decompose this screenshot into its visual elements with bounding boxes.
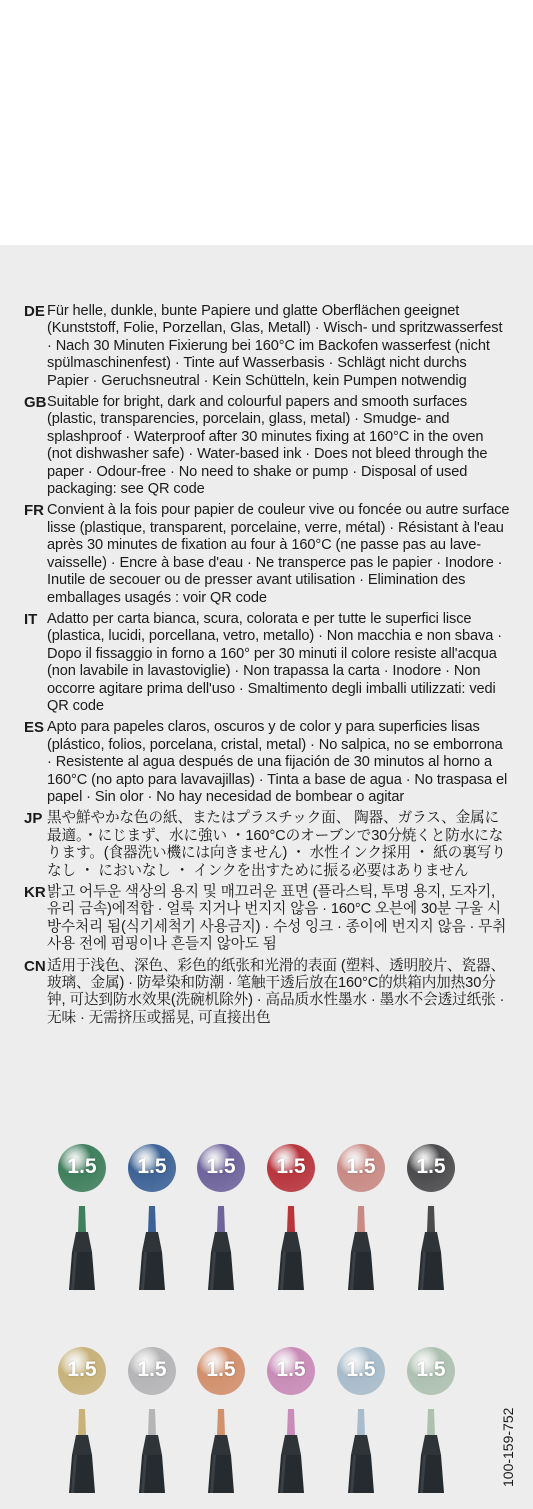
pen-tip: [427, 1409, 435, 1435]
language-code: JP: [24, 810, 43, 828]
pen-cone: [72, 1435, 92, 1455]
size-label: 1.5: [346, 1155, 376, 1178]
pen-cone: [142, 1435, 162, 1455]
pen-cone: [421, 1232, 441, 1252]
pen-ice-blue: [326, 1343, 396, 1493]
language-text: 适用于浅色、深色、彩色的纸张和光滑的表面 (塑料、透明胶片、瓷器、玻璃、金属) · 防晕染和防潮 · 笔触干透后放在160°C的烘箱内加热30分钟, 可达到防水效果(洗碗机除外) · 高品质水性墨水 · 墨水不会透过纸张 · 无味 · 无需挤压或摇晃, 可直接出色: [47, 957, 506, 1026]
pen-tip: [217, 1409, 225, 1435]
description-kr: [0, 884, 533, 954]
pen-silver: [117, 1343, 187, 1493]
size-label: 1.5: [67, 1155, 97, 1178]
pen-tip: [427, 1206, 435, 1232]
size-label: 1.5: [346, 1358, 376, 1381]
size-label: 1.5: [416, 1358, 446, 1381]
language-text: Suitable for bright, dark and colourful papers and smooth surfaces (plastic, transparencies, porcelain, glass, metal) · Smudge- and splashproof · Waterproof after 30 minutes fixing at 160°C in the oven (not dishwasher safe) · Water-based ink · Does not bleed through the paper · Odour-free · No need to shake or pump · Disposal of used packaging: see QR code: [47, 394, 488, 498]
language-code: ES: [24, 719, 45, 737]
language-text: Adatto per carta bianca, scura, colorata e per tutte le superfici lisce (plastica, lucidi, porcellana, vetro, metallo) · Non macchia e non sbava · Dopo il fissaggio in forno a 160° per 30 minuti il colore resiste all'acqua (non lavabile in lavastoviglie) · Non trapassa la carta · Inodore · Non occorre agitare prima dell'uso · Smaltimento degli imballi utilizzati: vedi QR code: [47, 610, 502, 714]
pen-tip: [287, 1206, 295, 1232]
pen-graphite: [396, 1140, 466, 1290]
size-label: 1.5: [276, 1155, 306, 1178]
language-code: KR: [24, 884, 46, 901]
language-code: DE: [24, 303, 45, 320]
pen-cone: [72, 1232, 92, 1252]
pen-rose: [326, 1140, 396, 1290]
pen-red: [256, 1140, 326, 1290]
pen-mint: [396, 1343, 466, 1493]
description-list: [0, 303, 533, 1031]
language-code: GB: [24, 394, 47, 412]
language-text: 黒や鮮やかな色の紙、またはプラスチック面、 陶器、ガラス、金属に最適。・にじまず、水に強い ・160°Cのオーブンで30分焼くと防水になります。(食器洗い機には向きません) ・ 水性インク採用 ・ 紙の裏写りなし ・ においなし ・ インクを出すために振る必要はありません: [47, 810, 506, 879]
pen-green: [47, 1140, 117, 1290]
pen-copper: [186, 1343, 256, 1493]
language-text: Apto para papeles claros, oscuros y de color y para superficies lisas (plástico, folios, porcelana, cristal, metal) · No salpica, no se emborrona · Resistente al agua después de una fijación de 30 minutos al horno a 160°C (no apto para lavavajillas) · Tinta a base de agua · No traspasa el papel · Sin olor · No hay necesidad de bombear o agitar: [47, 719, 508, 805]
pen-cone: [421, 1435, 441, 1455]
pen-tip: [357, 1409, 365, 1435]
pen-tip: [357, 1206, 365, 1232]
size-label: 1.5: [67, 1358, 97, 1381]
pen-cone: [142, 1232, 162, 1252]
pen-blue: [117, 1140, 187, 1290]
language-code: IT: [24, 610, 38, 628]
pen-cone: [211, 1232, 231, 1252]
language-text: 밝고 어두운 색상의 용지 및 매끄러운 표면 (플라스틱, 투명 용지, 도자기, 유리 금속)에적합 · 얼룩 지거나 번지지 않음 · 160°C 오븐에 30분 구울 시 방수처리 됨(식기세척기 사용금지) · 수성 잉크 · 종이에 번지지 않음 · 무취 사용 전에 펌핑이나 흔들지 않아도 됨: [47, 884, 507, 953]
pen-cone: [211, 1435, 231, 1455]
description-it: [0, 611, 533, 715]
pen-row-top: [0, 1140, 533, 1290]
size-label: 1.5: [206, 1155, 236, 1178]
pen-cone: [351, 1232, 371, 1252]
description-fr: [0, 502, 533, 606]
description-gb: [0, 394, 533, 498]
size-label: 1.5: [137, 1155, 167, 1178]
pen-gold: [47, 1343, 117, 1493]
description-jp: [0, 810, 533, 880]
size-label: 1.5: [206, 1358, 236, 1381]
description-de: [0, 303, 533, 390]
size-label: 1.5: [137, 1358, 167, 1381]
language-text: Für helle, dunkle, bunte Papiere und glatte Oberflächen geeignet (Kunststoff, Folie, Porzellan, Glas, Metall) · Wisch- und spritzwasserfest · Nach 30 Minuten Fixierung bei 160°C im Backofen wasserfest (nicht spülmaschinenfest) · Tinte auf Wasserbasis · Schlägt nicht durchs Papier · Geruchsneutral · Kein Schütteln, kein Pumpen notwendig: [47, 303, 503, 389]
pen-row-bottom: [0, 1343, 533, 1493]
description-cn: [0, 958, 533, 1028]
description-es: [0, 719, 533, 806]
language-code: CN: [24, 957, 46, 975]
pen-tip: [148, 1409, 156, 1435]
article-number: 100-159-752: [500, 1407, 516, 1487]
pen-tip: [78, 1206, 86, 1232]
language-code: FR: [24, 502, 44, 520]
pen-tip: [78, 1409, 86, 1435]
size-label: 1.5: [416, 1155, 446, 1178]
pen-tip: [217, 1206, 225, 1232]
pen-cone: [281, 1232, 301, 1252]
pen-tip: [148, 1206, 156, 1232]
size-label: 1.5: [276, 1358, 306, 1381]
pen-violet: [186, 1140, 256, 1290]
pen-cone: [281, 1435, 301, 1455]
pen-pink: [256, 1343, 326, 1493]
pen-cone: [351, 1435, 371, 1455]
pen-tip: [287, 1409, 295, 1435]
language-text: Convient à la fois pour papier de couleur vive ou foncée ou autre surface lisse (plastique, transparent, porcelaine, verre, métal) · Résistant à l'eau après 30 minutes de fixation au four à 160°C (ne passe pas au lave-vaisselle) · Encre à base d'eau · Ne transperce pas le papier · Inodore · Inutile de secouer ou de presser avant utilisation · Elimination des emballages usagés : voir QR code: [47, 502, 510, 606]
